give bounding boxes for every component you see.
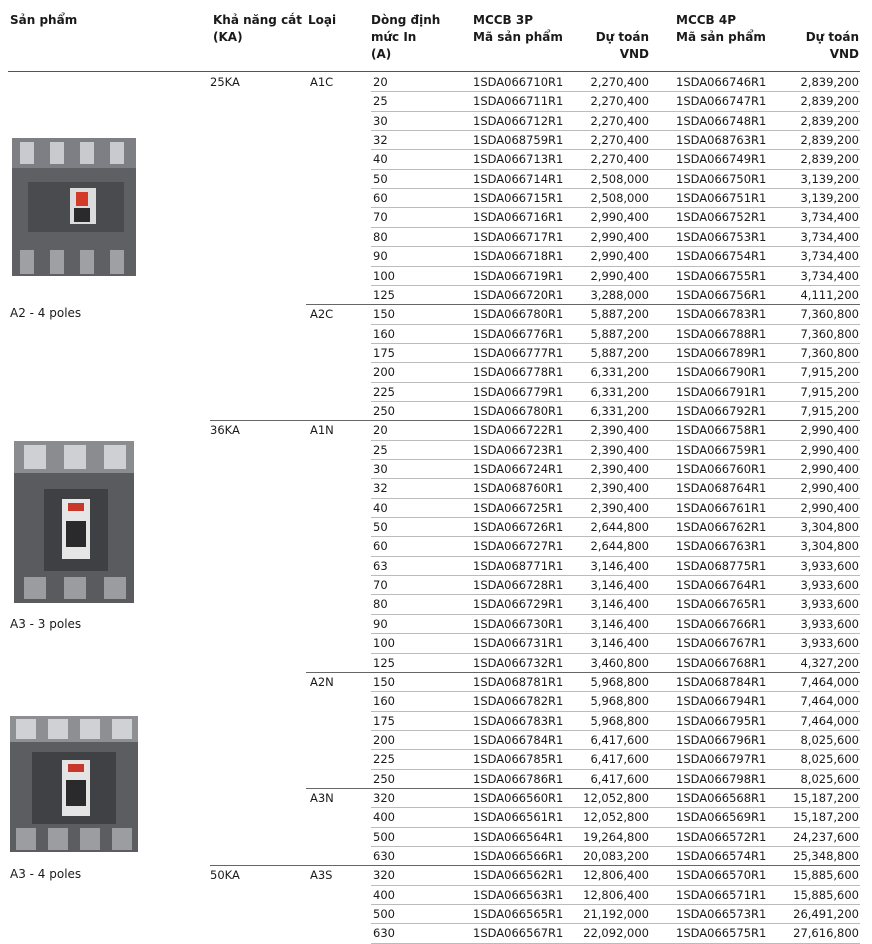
cell-code-4p: 1SDA066795R1 — [676, 713, 767, 728]
type-group-divider — [306, 304, 860, 305]
cell-code-4p: 1SDA066792R1 — [676, 403, 767, 418]
cell-price-3p: 3,146,400 — [590, 578, 649, 593]
cell-code-4p: 1SDA066790R1 — [676, 365, 767, 380]
cell-price-3p: 6,417,600 — [590, 771, 649, 786]
cell-price-4p: 2,990,400 — [800, 442, 859, 457]
cell-rated-current: 400 — [373, 810, 395, 825]
cell-code-4p: 1SDA068763R1 — [676, 133, 767, 148]
cell-code-3p: 1SDA066783R1 — [473, 713, 564, 728]
cell-rated-current: 50 — [373, 520, 388, 535]
cell-rated-current: 125 — [373, 655, 395, 670]
cell-code-3p: 1SDA066782R1 — [473, 694, 564, 709]
cell-code-4p: 1SDA066748R1 — [676, 113, 767, 128]
cell-price-3p: 2,270,400 — [590, 152, 649, 167]
cell-code-3p: 1SDA066719R1 — [473, 268, 564, 283]
cell-price-3p: 2,390,400 — [590, 462, 649, 476]
cell-price-4p: 15,885,600 — [793, 868, 859, 883]
cell-price-3p: 6,417,600 — [590, 752, 649, 767]
cell-code-3p: 1SDA066780R1 — [473, 403, 564, 418]
cell-rated-current: 70 — [373, 210, 388, 225]
cell-code-3p: 1SDA066727R1 — [473, 539, 564, 554]
cell-price-4p: 8,025,600 — [800, 752, 859, 767]
cell-price-3p: 5,887,200 — [590, 326, 649, 341]
cell-rated-current: 500 — [373, 829, 395, 844]
cell-rated-current: 20 — [373, 75, 388, 89]
cell-price-3p: 2,270,400 — [590, 113, 649, 128]
cell-breaking-capacity: 25KA — [210, 75, 240, 89]
cell-code-3p: 1SDA066786R1 — [473, 771, 564, 786]
cell-rated-current: 150 — [373, 674, 395, 689]
cell-price-3p: 2,390,400 — [590, 423, 649, 438]
cell-code-4p: 1SDA066571R1 — [676, 887, 767, 902]
cell-type: A3S — [310, 868, 333, 883]
cell-code-4p: 1SDA066747R1 — [676, 94, 767, 109]
cell-code-4p: 1SDA066768R1 — [676, 655, 767, 670]
cell-code-3p: 1SDA066728R1 — [473, 578, 564, 593]
cell-rated-current: 250 — [373, 771, 395, 786]
cell-rated-current: 30 — [373, 113, 388, 128]
cell-price-4p: 27,616,800 — [793, 926, 859, 941]
cell-price-4p: 7,464,000 — [800, 694, 859, 709]
cell-code-4p: 1SDA066754R1 — [676, 249, 767, 264]
cell-code-3p: 1SDA066778R1 — [473, 365, 564, 380]
cell-rated-current: 25 — [373, 442, 388, 457]
cell-rated-current: 320 — [373, 790, 395, 805]
cell-rated-current: 60 — [373, 191, 388, 206]
cell-code-4p: 1SDA066798R1 — [676, 771, 767, 786]
cell-code-3p: 1SDA066784R1 — [473, 732, 564, 747]
cell-price-3p: 2,644,800 — [590, 539, 649, 554]
cell-code-4p: 1SDA066791R1 — [676, 384, 767, 399]
cell-code-4p: 1SDA066746R1 — [676, 75, 767, 89]
cell-code-3p: 1SDA066720R1 — [473, 287, 564, 302]
cell-code-3p: 1SDA066730R1 — [473, 616, 564, 631]
breaker-a3-4-poles-image — [8, 710, 140, 855]
cell-code-4p: 1SDA066749R1 — [676, 152, 767, 167]
cell-price-4p: 7,464,000 — [800, 713, 859, 728]
cell-price-3p: 3,146,400 — [590, 558, 649, 573]
cell-price-4p: 3,933,600 — [800, 578, 859, 593]
header-price-3p: Dự toán VND — [595, 30, 649, 61]
cell-price-3p: 3,146,400 — [590, 616, 649, 631]
cell-code-4p: 1SDA066569R1 — [676, 810, 767, 825]
cell-code-4p: 1SDA066750R1 — [676, 171, 767, 186]
product-label-a2-4-poles: A2 - 4 poles — [10, 306, 82, 320]
cell-rated-current: 160 — [373, 694, 395, 709]
cell-price-3p: 2,390,400 — [590, 442, 649, 457]
cell-price-4p: 3,933,600 — [800, 597, 859, 612]
cell-code-3p: 1SDA066724R1 — [473, 462, 564, 476]
cell-rated-current: 200 — [373, 732, 395, 747]
cell-code-3p: 1SDA066716R1 — [473, 210, 564, 225]
cell-type: A2C — [310, 307, 334, 322]
cell-price-3p: 2,644,800 — [590, 520, 649, 535]
cell-price-3p: 21,192,000 — [583, 907, 649, 922]
breaker-a2-4-poles-image — [10, 130, 140, 280]
cell-code-3p: 1SDA066561R1 — [473, 810, 564, 825]
cell-code-4p: 1SDA066573R1 — [676, 907, 767, 922]
cell-code-4p: 1SDA066572R1 — [676, 829, 767, 844]
cell-code-4p: 1SDA068775R1 — [676, 558, 767, 573]
cell-price-3p: 12,806,400 — [583, 887, 649, 902]
cell-price-4p: 2,990,400 — [800, 481, 859, 496]
cell-code-4p: 1SDA066751R1 — [676, 191, 767, 206]
cell-price-4p: 3,304,800 — [800, 520, 859, 535]
cell-type: A1N — [310, 423, 334, 438]
cell-code-3p: 1SDA066729R1 — [473, 597, 564, 612]
cell-price-4p: 4,111,200 — [800, 287, 859, 302]
cell-price-4p: 25,348,800 — [793, 849, 859, 863]
cell-rated-current: 60 — [373, 539, 388, 554]
cell-code-3p: 1SDA066715R1 — [473, 191, 564, 206]
cell-code-3p: 1SDA068781R1 — [473, 674, 564, 689]
cell-rated-current: 225 — [373, 752, 395, 767]
cell-code-3p: 1SDA066560R1 — [473, 790, 564, 805]
cell-price-3p: 2,508,000 — [590, 171, 649, 186]
cell-price-4p: 8,025,600 — [800, 771, 859, 786]
cell-breaking-capacity: 36KA — [210, 423, 240, 438]
capacity-group-divider — [210, 420, 860, 421]
cell-code-4p: 1SDA066756R1 — [676, 287, 767, 302]
cell-price-4p: 2,839,200 — [800, 152, 859, 167]
cell-price-3p: 5,887,200 — [590, 345, 649, 360]
cell-price-4p: 7,915,200 — [800, 384, 859, 399]
cell-price-4p: 3,734,400 — [800, 210, 859, 225]
cell-code-3p: 1SDA066563R1 — [473, 887, 564, 902]
cell-price-3p: 19,264,800 — [583, 829, 649, 844]
header-price-4p: Dự toán VND — [805, 30, 859, 61]
cell-price-3p: 5,887,200 — [590, 307, 649, 322]
cell-code-3p: 1SDA066711R1 — [473, 94, 564, 109]
cell-price-3p: 20,083,200 — [583, 849, 649, 863]
cell-price-4p: 7,360,800 — [800, 345, 859, 360]
cell-code-4p: 1SDA066767R1 — [676, 636, 767, 651]
cell-code-3p: 1SDA066780R1 — [473, 307, 564, 322]
cell-rated-current: 320 — [373, 868, 395, 883]
cell-code-4p: 1SDA066766R1 — [676, 616, 767, 631]
cell-price-3p: 2,390,400 — [590, 500, 649, 515]
cell-code-4p: 1SDA066574R1 — [676, 849, 767, 863]
cell-rated-current: 400 — [373, 887, 395, 902]
cell-price-4p: 7,464,000 — [800, 674, 859, 689]
cell-rated-current: 175 — [373, 345, 395, 360]
cell-type: A1C — [310, 75, 334, 89]
cell-price-3p: 6,331,200 — [590, 365, 649, 380]
cell-rated-current: 25 — [373, 94, 388, 109]
cell-breaking-capacity: 50KA — [210, 868, 240, 883]
cell-price-3p: 6,417,600 — [590, 732, 649, 747]
header-breaking-capacity: Khả năng cắt (KA) — [213, 13, 303, 44]
cell-code-4p: 1SDA066783R1 — [676, 307, 767, 322]
cell-price-3p: 12,806,400 — [583, 868, 649, 883]
cell-price-4p: 3,304,800 — [800, 539, 859, 554]
cell-price-4p: 7,360,800 — [800, 307, 859, 322]
cell-rated-current: 90 — [373, 616, 388, 631]
cell-code-4p: 1SDA066797R1 — [676, 752, 767, 767]
cell-code-3p: 1SDA066562R1 — [473, 868, 564, 883]
cell-price-4p: 2,990,400 — [800, 462, 859, 476]
cell-code-4p: 1SDA066759R1 — [676, 442, 767, 457]
cell-price-3p: 3,146,400 — [590, 597, 649, 612]
cell-code-3p: 1SDA066776R1 — [473, 326, 564, 341]
cell-price-3p: 3,288,000 — [590, 287, 649, 302]
cell-rated-current: 32 — [373, 481, 388, 496]
cell-rated-current: 80 — [373, 597, 388, 612]
cell-type: A3N — [310, 790, 334, 805]
cell-rated-current: 150 — [373, 307, 395, 322]
cell-code-3p: 1SDA066712R1 — [473, 113, 564, 128]
cell-code-4p: 1SDA066763R1 — [676, 539, 767, 554]
cell-type: A2N — [310, 674, 334, 689]
cell-price-4p: 3,139,200 — [800, 191, 859, 206]
cell-price-3p: 12,052,800 — [583, 810, 649, 825]
cell-code-3p: 1SDA066777R1 — [473, 345, 564, 360]
cell-code-4p: 1SDA066794R1 — [676, 694, 767, 709]
cell-code-3p: 1SDA066723R1 — [473, 442, 564, 457]
cell-rated-current: 90 — [373, 249, 388, 264]
cell-rated-current: 20 — [373, 423, 388, 438]
cell-price-4p: 2,839,200 — [800, 113, 859, 128]
cell-price-4p: 2,839,200 — [800, 133, 859, 148]
cell-code-3p: 1SDA066714R1 — [473, 171, 564, 186]
cell-rated-current: 40 — [373, 152, 388, 167]
cell-code-3p: 1SDA066710R1 — [473, 75, 564, 89]
cell-rated-current: 250 — [373, 403, 395, 418]
cell-price-4p: 15,187,200 — [793, 790, 859, 805]
cell-rated-current: 500 — [373, 907, 395, 922]
cell-price-3p: 5,968,800 — [590, 694, 649, 709]
cell-code-4p: 1SDA066764R1 — [676, 578, 767, 593]
cell-price-3p: 3,460,800 — [590, 655, 649, 670]
cell-code-4p: 1SDA066761R1 — [676, 500, 767, 515]
cell-price-3p: 2,270,400 — [590, 75, 649, 89]
cell-price-4p: 3,933,600 — [800, 616, 859, 631]
cell-price-3p: 2,990,400 — [590, 249, 649, 264]
cell-code-3p: 1SDA066718R1 — [473, 249, 564, 264]
cell-code-3p: 1SDA066725R1 — [473, 500, 564, 515]
cell-price-4p: 3,734,400 — [800, 249, 859, 264]
cell-price-4p: 4,327,200 — [800, 655, 859, 670]
cell-code-4p: 1SDA066755R1 — [676, 268, 767, 283]
cell-price-3p: 6,331,200 — [590, 384, 649, 399]
cell-price-4p: 2,990,400 — [800, 423, 859, 438]
cell-rated-current: 50 — [373, 171, 388, 186]
cell-code-4p: 1SDA066758R1 — [676, 423, 767, 438]
type-group-divider — [306, 672, 860, 673]
cell-code-3p: 1SDA066726R1 — [473, 520, 564, 535]
cell-code-3p: 1SDA068760R1 — [473, 481, 564, 496]
cell-price-4p: 15,187,200 — [793, 810, 859, 825]
cell-price-3p: 12,052,800 — [583, 790, 649, 805]
cell-code-3p: 1SDA066731R1 — [473, 636, 564, 651]
cell-rated-current: 160 — [373, 326, 395, 341]
cell-price-4p: 7,360,800 — [800, 326, 859, 341]
capacity-group-divider — [210, 865, 860, 866]
cell-code-4p: 1SDA066789R1 — [676, 345, 767, 360]
breaker-a3-3-poles-image — [10, 437, 140, 607]
cell-rated-current: 175 — [373, 713, 395, 728]
cell-price-3p: 2,508,000 — [590, 191, 649, 206]
cell-price-3p: 2,990,400 — [590, 268, 649, 283]
cell-rated-current: 100 — [373, 636, 395, 651]
cell-rated-current: 200 — [373, 365, 395, 380]
cell-price-3p: 5,968,800 — [590, 674, 649, 689]
cell-code-4p: 1SDA066753R1 — [676, 229, 767, 244]
cell-price-4p: 2,839,200 — [800, 94, 859, 109]
cell-code-3p: 1SDA066566R1 — [473, 849, 564, 863]
cell-price-4p: 3,139,200 — [800, 171, 859, 186]
cell-rated-current: 630 — [373, 849, 395, 863]
cell-price-3p: 2,390,400 — [590, 481, 649, 496]
cell-price-4p: 7,915,200 — [800, 403, 859, 418]
cell-code-4p: 1SDA066762R1 — [676, 520, 767, 535]
cell-code-3p: 1SDA068771R1 — [473, 558, 564, 573]
cell-price-3p: 22,092,000 — [583, 926, 649, 941]
product-label-a3-4-poles: A3 - 4 poles — [10, 867, 82, 881]
cell-price-3p: 3,146,400 — [590, 636, 649, 651]
cell-rated-current: 80 — [373, 229, 388, 244]
cell-price-4p: 2,839,200 — [800, 75, 859, 89]
cell-code-4p: 1SDA066796R1 — [676, 732, 767, 747]
cell-rated-current: 225 — [373, 384, 395, 399]
cell-price-3p: 2,990,400 — [590, 229, 649, 244]
cell-code-4p: 1SDA066568R1 — [676, 790, 767, 805]
cell-price-4p: 2,990,400 — [800, 500, 859, 515]
cell-price-3p: 6,331,200 — [590, 403, 649, 418]
cell-price-3p: 2,990,400 — [590, 210, 649, 225]
cell-price-4p: 24,237,600 — [793, 829, 859, 844]
cell-code-3p: 1SDA066785R1 — [473, 752, 564, 767]
header-product: Sản phẩm — [10, 13, 78, 27]
cell-code-3p: 1SDA066779R1 — [473, 384, 564, 399]
header-divider — [8, 71, 860, 72]
cell-price-4p: 8,025,600 — [800, 732, 859, 747]
cell-code-4p: 1SDA068764R1 — [676, 481, 767, 496]
cell-price-3p: 2,270,400 — [590, 94, 649, 109]
cell-code-3p: 1SDA066567R1 — [473, 926, 564, 941]
type-group-divider — [306, 788, 860, 789]
cell-code-3p: 1SDA068759R1 — [473, 133, 564, 148]
cell-rated-current: 63 — [373, 558, 388, 573]
cell-code-3p: 1SDA066564R1 — [473, 829, 564, 844]
header-mccb-3p: MCCB 3P Mã sản phẩm — [473, 13, 563, 44]
cell-rated-current: 32 — [373, 133, 388, 148]
cell-code-4p: 1SDA066760R1 — [676, 462, 767, 476]
cell-code-4p: 1SDA066575R1 — [676, 926, 767, 941]
cell-rated-current: 630 — [373, 926, 395, 941]
cell-price-3p: 2,270,400 — [590, 133, 649, 148]
header-type: Loại — [308, 13, 337, 27]
cell-price-4p: 3,734,400 — [800, 268, 859, 283]
cell-code-4p: 1SDA066788R1 — [676, 326, 767, 341]
cell-rated-current: 125 — [373, 287, 395, 302]
cell-price-4p: 3,933,600 — [800, 558, 859, 573]
cell-code-3p: 1SDA066722R1 — [473, 423, 564, 438]
cell-rated-current: 70 — [373, 578, 388, 593]
cell-rated-current: 100 — [373, 268, 395, 283]
cell-code-4p: 1SDA066570R1 — [676, 868, 767, 883]
header-mccb-4p: MCCB 4P Mã sản phẩm — [676, 13, 766, 44]
cell-price-4p: 15,885,600 — [793, 887, 859, 902]
cell-price-4p: 3,734,400 — [800, 229, 859, 244]
header-rated-current: Dòng định mức In (A) — [371, 13, 441, 61]
cell-rated-current: 30 — [373, 462, 388, 476]
cell-price-3p: 5,968,800 — [590, 713, 649, 728]
product-label-a3-3-poles: A3 - 3 poles — [10, 617, 82, 631]
cell-code-4p: 1SDA066752R1 — [676, 210, 767, 225]
cell-price-4p: 26,491,200 — [793, 907, 859, 922]
cell-price-4p: 3,933,600 — [800, 636, 859, 651]
cell-code-4p: 1SDA068784R1 — [676, 674, 767, 689]
cell-price-4p: 7,915,200 — [800, 365, 859, 380]
cell-rated-current: 40 — [373, 500, 388, 515]
cell-code-3p: 1SDA066732R1 — [473, 655, 564, 670]
cell-code-3p: 1SDA066713R1 — [473, 152, 564, 167]
cell-code-4p: 1SDA066765R1 — [676, 597, 767, 612]
cell-code-3p: 1SDA066717R1 — [473, 229, 564, 244]
cell-code-3p: 1SDA066565R1 — [473, 907, 564, 922]
